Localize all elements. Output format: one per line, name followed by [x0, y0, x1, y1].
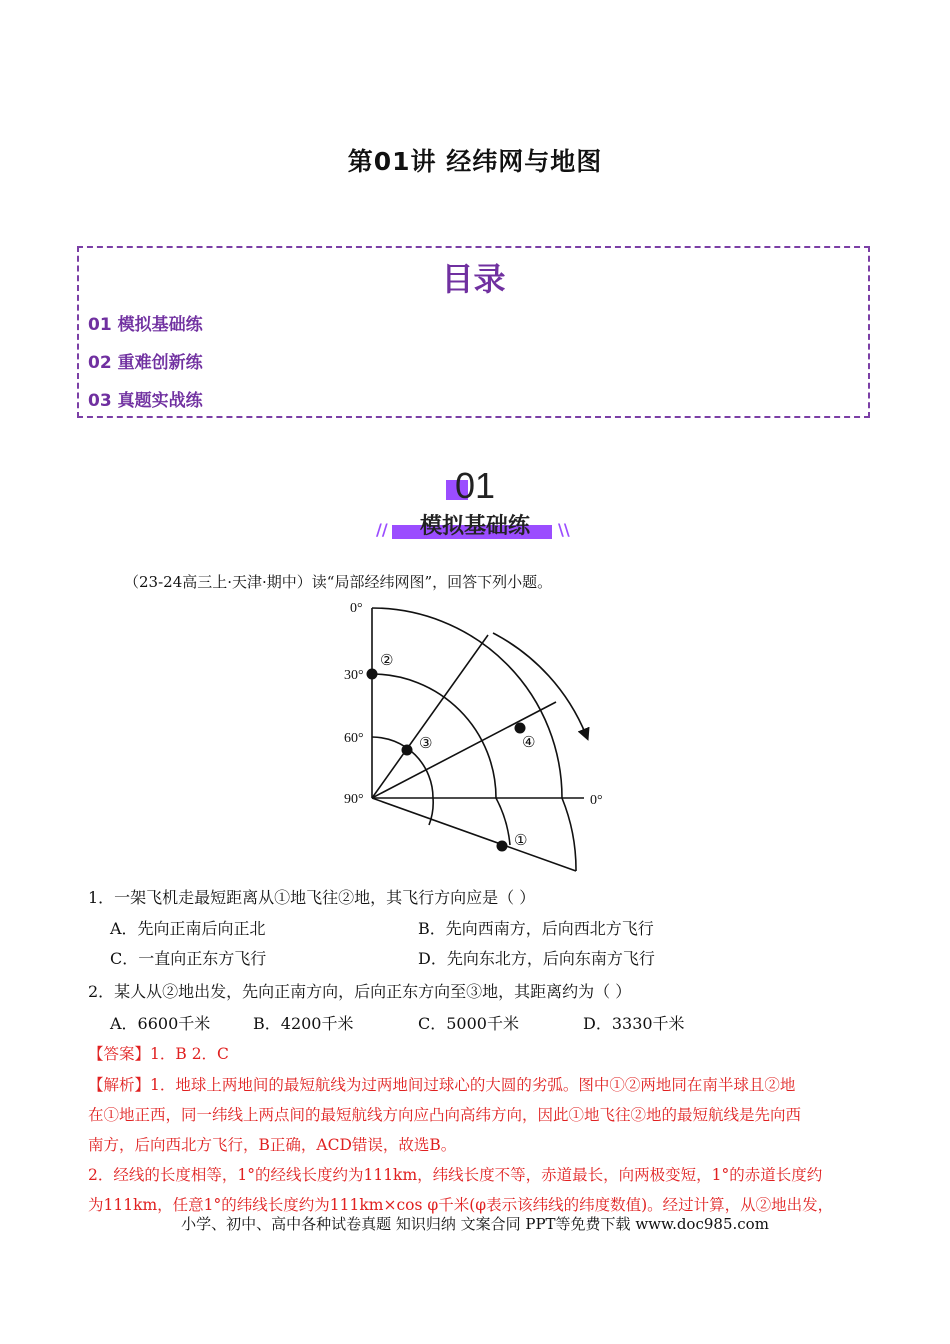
q1-stem: 1．一架飞机走最短距离从①地飞往②地，其飞行方向应是（ ）: [88, 888, 536, 907]
section-deco-right: \\: [558, 520, 570, 539]
analysis-line-2: 在①地正西，同一纬线上两点间的最短航线方向应凸向高纬方向，因此①地飞往②地的最短航线是先向西: [88, 1106, 802, 1124]
analysis-line-4: 2．经线的长度相等，1°的经线长度约为111km，纬线长度不等，赤道最长，向两极变短，1°的赤道长度约: [88, 1166, 823, 1184]
q1-option-c[interactable]: C．一直向正东方飞行: [110, 949, 267, 968]
document-title: 第01讲 经纬网与地图: [347, 147, 603, 176]
question-intro: （23-24高三上·天津·期中）读“局部经纬网图”，回答下列小题。: [124, 573, 553, 591]
toc-heading: 目录: [441, 260, 506, 298]
lat-label-30: 30°: [344, 668, 364, 683]
lat-label-90: 90°: [344, 792, 364, 807]
point-label-2: ②: [380, 651, 394, 669]
point-label-3: ③: [419, 734, 433, 752]
table-of-contents: [77, 246, 870, 418]
point-label-4: ④: [522, 733, 536, 751]
section-title: 模拟基础练: [419, 514, 530, 539]
toc-item-1[interactable]: 01 模拟基础练: [88, 315, 203, 335]
toc-item-3[interactable]: 03 真题实战练: [88, 391, 203, 411]
lat-label-60: 60°: [344, 731, 364, 746]
q2-option-a[interactable]: A．6600千米: [110, 1014, 211, 1033]
graticule-figure: [330, 595, 620, 875]
analysis-text-1: 1．地球上两地间的最短航线为过两地间过球心的大圆的劣弧。图中①②两地同在南半球且②地: [150, 1076, 796, 1094]
lat-label-0: 0°: [350, 601, 363, 616]
answer-text: 1．B 2．C: [150, 1045, 229, 1063]
arc-30: [372, 674, 510, 845]
lon-label-0: 0°: [590, 793, 603, 808]
q1-option-a[interactable]: A．先向正南后向正北: [110, 919, 266, 938]
analysis-line-5: 为111km，任意1°的纬线长度约为111km×cos φ千米(φ表示该纬线的纬度数值)。经过计算，从②地出发，: [88, 1196, 834, 1214]
q1-option-d[interactable]: D．先向东北方，后向东南方飞行: [418, 949, 655, 968]
analysis-line-1: [88, 1073, 795, 1095]
q2-stem: 2．某人从②地出发，先向正南方向，后向正东方向至③地，其距离约为（ ）: [88, 982, 632, 1001]
section-number: 01: [455, 465, 496, 506]
direction-arrow: [493, 633, 586, 735]
toc-item-2[interactable]: 02 重难创新练: [88, 353, 203, 373]
q1-option-b[interactable]: B．先向西南方，后向西北方飞行: [418, 919, 654, 938]
page-footer: 小学、初中、高中各种试卷真题 知识归纳 文案合同 PPT等免费下载 www.doc985.com: [181, 1215, 769, 1233]
q2-option-c[interactable]: C．5000千米: [418, 1014, 519, 1033]
section-deco-left: //: [376, 520, 388, 539]
analysis-tag: 【解析】: [88, 1076, 151, 1094]
q2-option-d[interactable]: D．3330千米: [583, 1014, 685, 1033]
answer-line: [88, 1042, 229, 1064]
q2-option-b[interactable]: B．4200千米: [253, 1014, 354, 1033]
answer-tag: 【答案】: [88, 1045, 151, 1063]
point-label-1: ①: [514, 831, 528, 849]
outer-arc: [372, 608, 576, 871]
analysis-line-3: 南方，后向西北方飞行，B正确，ACD错误，故选B。: [88, 1136, 457, 1154]
